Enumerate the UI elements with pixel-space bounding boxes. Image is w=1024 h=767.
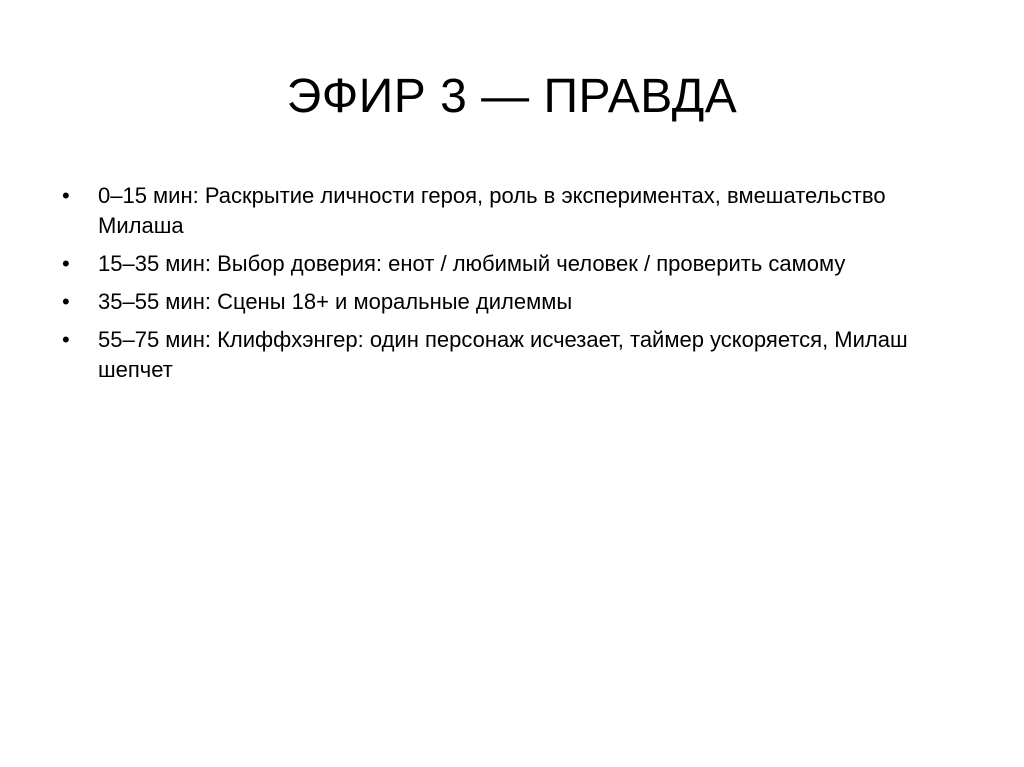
bullet-text: 35–55 мин: Сцены 18+ и моральные дилеммы (98, 289, 573, 314)
bullet-text: 15–35 мин: Выбор доверия: енот / любимый человек / проверить самому (98, 251, 846, 276)
list-item (62, 325, 972, 385)
bullet-icon: • (62, 327, 70, 352)
bullet-icon: • (62, 289, 70, 314)
bullet-text: 0–15 мин: Раскрытие личности героя, роль в экспериментах, вмешательство Милаша (98, 183, 886, 238)
list-item (62, 287, 972, 317)
slide-title: ЭФИР 3 — ПРАВДА (286, 70, 738, 123)
bullet-list (62, 181, 972, 393)
list-item (62, 249, 972, 279)
bullet-text: 55–75 мин: Клиффхэнгер: один персонаж исчезает, таймер ускоряется, Милаш шепчет (98, 327, 908, 382)
list-item (62, 181, 972, 241)
bullet-icon: • (62, 251, 70, 276)
bullet-icon: • (62, 183, 70, 208)
